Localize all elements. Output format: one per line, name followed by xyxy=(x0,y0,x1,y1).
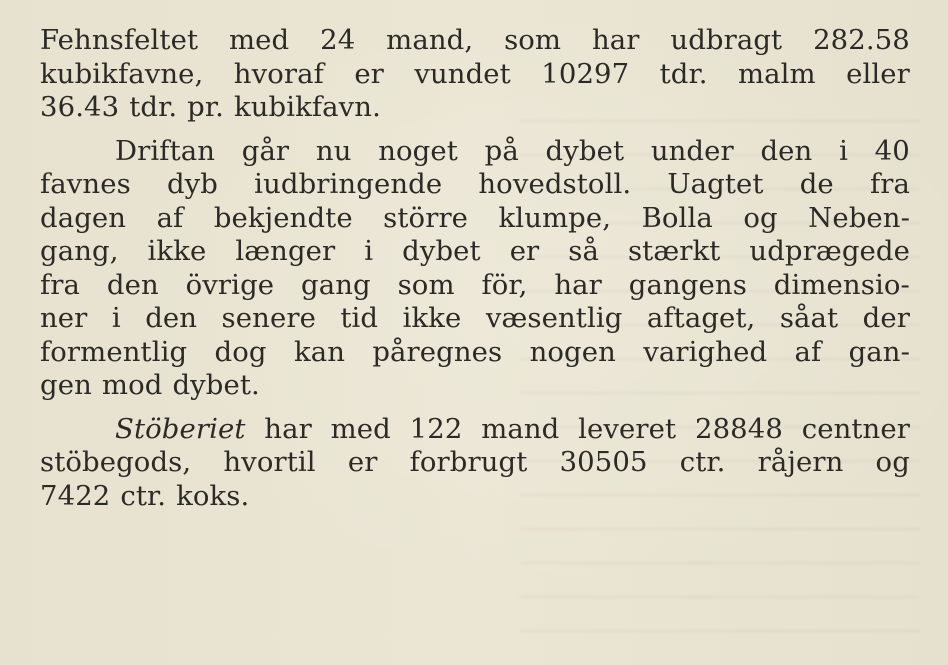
word: gen xyxy=(40,369,92,401)
word: gangens xyxy=(628,268,747,301)
word: mod xyxy=(101,369,163,401)
word: dog xyxy=(214,335,267,368)
text-line xyxy=(40,58,910,92)
word: leveret xyxy=(578,412,677,445)
paragraph xyxy=(40,135,910,403)
paragraph xyxy=(40,24,910,125)
word: i xyxy=(111,302,121,334)
word: kan xyxy=(293,335,346,368)
word: påregnes xyxy=(372,335,503,368)
word: centner xyxy=(801,412,910,445)
word: under xyxy=(650,134,734,167)
word: og xyxy=(875,446,910,478)
word: malm xyxy=(737,57,816,90)
word: mand, xyxy=(386,24,474,56)
text-line xyxy=(40,235,910,269)
word: som xyxy=(504,24,562,56)
word: kubikfavn. xyxy=(233,91,381,123)
word: hovedstoll. xyxy=(478,168,632,200)
text-line xyxy=(40,480,910,514)
word: gang, xyxy=(40,235,119,267)
paragraph-gap xyxy=(40,403,910,413)
word: den xyxy=(106,268,159,301)
word: klumpe, xyxy=(498,201,612,234)
word: tdr. xyxy=(659,57,708,90)
word: iudbringende xyxy=(254,168,443,200)
word: Bolla xyxy=(641,201,713,234)
word: 28848 xyxy=(694,412,783,445)
word: er xyxy=(347,446,378,478)
word: tdr. xyxy=(129,91,178,123)
word: stærkt xyxy=(627,235,721,267)
word: som xyxy=(397,268,455,301)
word: vundet xyxy=(414,57,511,90)
word: koks. xyxy=(176,479,250,512)
word: för, xyxy=(481,268,528,301)
word: kubikfavne, xyxy=(40,57,204,90)
word: går xyxy=(241,134,290,167)
word: Uagtet xyxy=(667,168,764,200)
word: ctr. xyxy=(120,479,167,512)
word: 282.58 xyxy=(813,24,910,56)
word: aftaget, xyxy=(646,302,756,334)
word: på xyxy=(484,134,519,167)
word: dybet. xyxy=(172,369,260,401)
text-line xyxy=(40,336,910,370)
word: 24 xyxy=(320,24,356,56)
word: formentlig xyxy=(40,335,188,368)
word: har xyxy=(264,412,312,445)
word: mand xyxy=(481,412,560,445)
word: Neben- xyxy=(808,201,910,234)
word: dybet xyxy=(402,235,481,267)
word: ctr. xyxy=(679,446,726,478)
word: pr. xyxy=(187,91,224,123)
word: dybet xyxy=(545,134,625,167)
word: i xyxy=(364,235,374,267)
word: bekjendte xyxy=(213,201,353,234)
word: 36.43 xyxy=(40,91,120,123)
word: er xyxy=(354,57,384,90)
text-line xyxy=(40,269,910,303)
text-line xyxy=(40,446,910,480)
text-line xyxy=(40,302,910,336)
word: hvortil xyxy=(223,446,316,478)
word: Fehnsfeltet xyxy=(40,24,199,56)
word: noget xyxy=(378,134,458,167)
word: ner xyxy=(40,302,88,334)
word: i xyxy=(839,134,848,167)
word: nogen xyxy=(529,335,616,368)
word: Driftan xyxy=(115,134,216,167)
word: har xyxy=(554,268,602,301)
word: af xyxy=(794,335,822,368)
word: större xyxy=(383,201,469,234)
word: udbragt xyxy=(670,24,783,56)
word: senere xyxy=(221,302,316,334)
word: stöbegods, xyxy=(40,446,192,478)
word: gang xyxy=(301,268,371,301)
word: råjern xyxy=(757,446,844,478)
word: den xyxy=(760,134,813,167)
word: dimensio- xyxy=(773,268,910,301)
word: udprægede xyxy=(749,235,910,267)
text-line xyxy=(40,91,910,125)
word: tid xyxy=(340,302,379,334)
paragraph xyxy=(40,413,910,514)
word: ikke xyxy=(147,235,207,267)
paragraph-gap xyxy=(40,125,910,135)
word: væsentlig xyxy=(485,302,623,334)
word: ikke xyxy=(402,302,462,334)
word: övrige xyxy=(185,268,275,301)
word: med xyxy=(330,412,391,445)
word: 40 xyxy=(874,134,910,167)
word: så xyxy=(568,235,599,267)
word: nu xyxy=(315,134,352,167)
word: varighed xyxy=(643,335,768,368)
word: 122 xyxy=(409,412,463,445)
text-line xyxy=(40,202,910,236)
word: har xyxy=(591,24,640,56)
word: eller xyxy=(846,57,910,90)
body-text xyxy=(40,24,910,513)
text-line xyxy=(40,168,910,202)
word: gan- xyxy=(848,335,910,368)
word: der xyxy=(862,302,910,334)
word: forbrugt xyxy=(409,446,528,478)
text-line xyxy=(40,24,910,58)
word: Stöberiet xyxy=(115,412,246,445)
word: de xyxy=(799,168,834,200)
word: er xyxy=(509,235,540,267)
word: såat xyxy=(779,302,839,334)
word: og xyxy=(743,201,778,234)
word: 30505 xyxy=(559,446,648,478)
word: med xyxy=(228,24,290,56)
word: hvoraf xyxy=(233,57,324,90)
word: fra xyxy=(40,268,81,301)
text-line xyxy=(40,413,910,447)
word: favnes xyxy=(40,168,131,200)
text-line xyxy=(40,369,910,403)
word: 10297 xyxy=(541,57,630,90)
word: fra xyxy=(869,168,910,200)
text-line xyxy=(40,135,910,169)
word: dagen xyxy=(40,201,127,234)
word: længer xyxy=(235,235,336,267)
word: den xyxy=(145,302,198,334)
word: dyb xyxy=(166,168,219,200)
word: af xyxy=(156,201,184,234)
word: 7422 xyxy=(40,479,111,512)
